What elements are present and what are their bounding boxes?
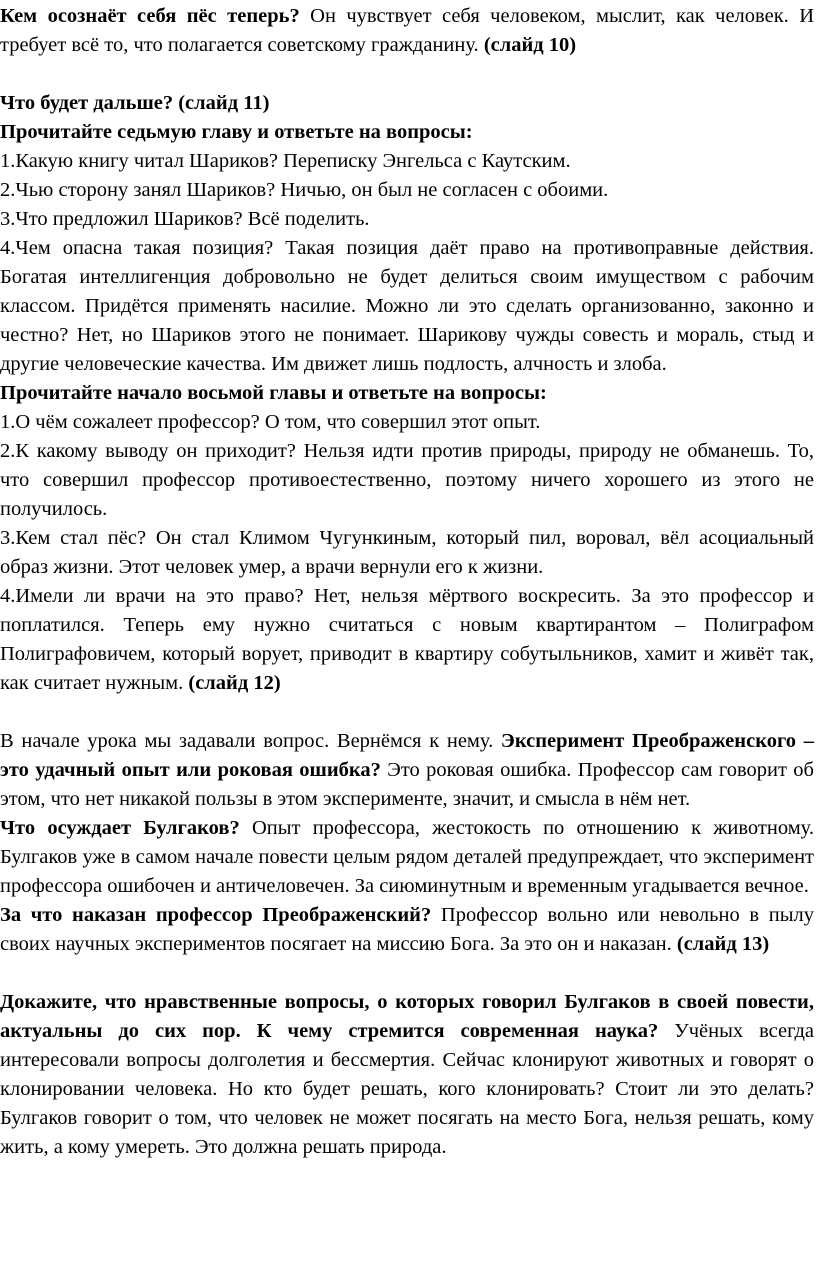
chapter-eight-heading: Прочитайте начало восьмой главы и ответьте на вопросы: [0,382,547,404]
intro-text: В начале урока мы задавали вопрос. Вернёмся к нему. [0,730,501,752]
paragraph-bulgakov-condemns [0,814,814,901]
chapter-seven-item-4: 4.Чем опасна такая позиция? Такая позиция даёт право на противоправные действия. Богатая интеллигенция добровольно не будет делиться своим имуществом с рабочим классом. Придётся применять насилие. Можно ли это сделать организованно, законно и честно? Нет, но Шариков этого не понимает. Шарикову чужды совесть и мораль, стыд и другие человеческие качества. Им движет лишь подлость, алчность и злоба. [0,237,814,375]
chapter-eight-item-3: 3.Кем стал пёс? Он стал Климом Чугункиным, который пил, воровал, вёл асоциальный образ жизни. Этот человек умер, а врачи вернули его к жизни. [0,527,814,578]
slide-reference: (слайд 12) [188,672,281,694]
paragraph-experiment [0,727,814,814]
chapter-seven-heading: Прочитайте седьмую главу и ответьте на вопросы: [0,121,473,143]
chapter-seven-item-1: 1.Какую книгу читал Шариков? Переписку Энгельса с Каутским. [0,150,571,172]
question-text: Докажите, что нравственные вопросы, о которых говорил Булгаков в своей повести, актуальны до сих пор. К чему стремится современная наука? [0,991,814,1042]
question-text: Что осуждает Булгаков? [0,817,240,839]
chapter-eight-item-2: 2.К какому выводу он приходит? Нельзя идти против природы, природу не обманешь. То, что совершил профессор противоестественно, поэтому ничего хорошего из этого не получилось. [0,440,814,520]
blank-line [0,698,814,727]
paragraph-punishment [0,901,814,959]
answer-text: Профессор вольно или невольно в пылу своих научных экспериментов посягает на миссию Бога. За это он и наказан. [0,904,814,955]
blank-line [0,60,814,89]
answer-text: Учёных всегда интересовали вопросы долголетия и бессмертия. Сейчас клонируют животных и говорят о клонировании человека. Но кто будет решать, кого клонировать? Стоит ли это делать? Булгаков говорит о том, что человек не может посягать на место Бога, нельзя решать, кому жить, а кому умереть. Это должна решать природа. [0,1020,815,1158]
answer-text: Опыт профессора, жестокость по отношению к животному. Булгаков уже в самом начале повести целым рядом деталей предупреждает, что эксперимент профессора ошибочен и античеловечен. За сиюминутным и временным угадывается вечное. [0,817,814,897]
slide-reference: (слайд 10) [483,34,577,56]
chapter-eight-item-4 [0,582,814,698]
chapter-seven-item-3: 3.Что предложил Шариков? Всё поделить. [0,208,370,230]
answer-text: Он чувствует себя человеком, мыслит, как человек. И требует всё то, что полагается советскому гражданину. [0,5,815,56]
paragraph-modern-science [0,988,814,1162]
answer-text: Это роковая ошибка. Профессор сам говорит об этом, что нет никакой пользы в этом эксперименте, значит, и смысла в нём нет. [0,759,814,810]
paragraph-self-awareness [0,2,814,60]
section-heading-what-next: Что будет дальше? (слайд 11) [0,92,270,114]
slide-reference: (слайд 13) [676,933,770,955]
question-text: Кем осознаёт себя пёс теперь? [0,5,300,27]
chapter-eight-item-1: 1.О чём сожалеет профессор? О том, что совершил этот опыт. [0,411,541,433]
chapter-seven-item-2: 2.Чью сторону занял Шариков? Ничью, он был не согласен с обоими. [0,179,609,201]
question-text: Эксперимент Преображенского – это удачный опыт или роковая ошибка? [0,730,814,781]
answer-text: 4.Имели ли врачи на это право? Нет, нельзя мёртвого воскресить. За это профессор и поплатился. Теперь ему нужно считаться с новым квартирантом – Полиграфом Полиграфовичем, который ворует, приводит в квартиру собутыльников, хамит и живёт так, как считает нужным. [0,585,814,694]
question-text: За что наказан профессор Преображенский? [0,904,432,926]
blank-line [0,959,814,988]
